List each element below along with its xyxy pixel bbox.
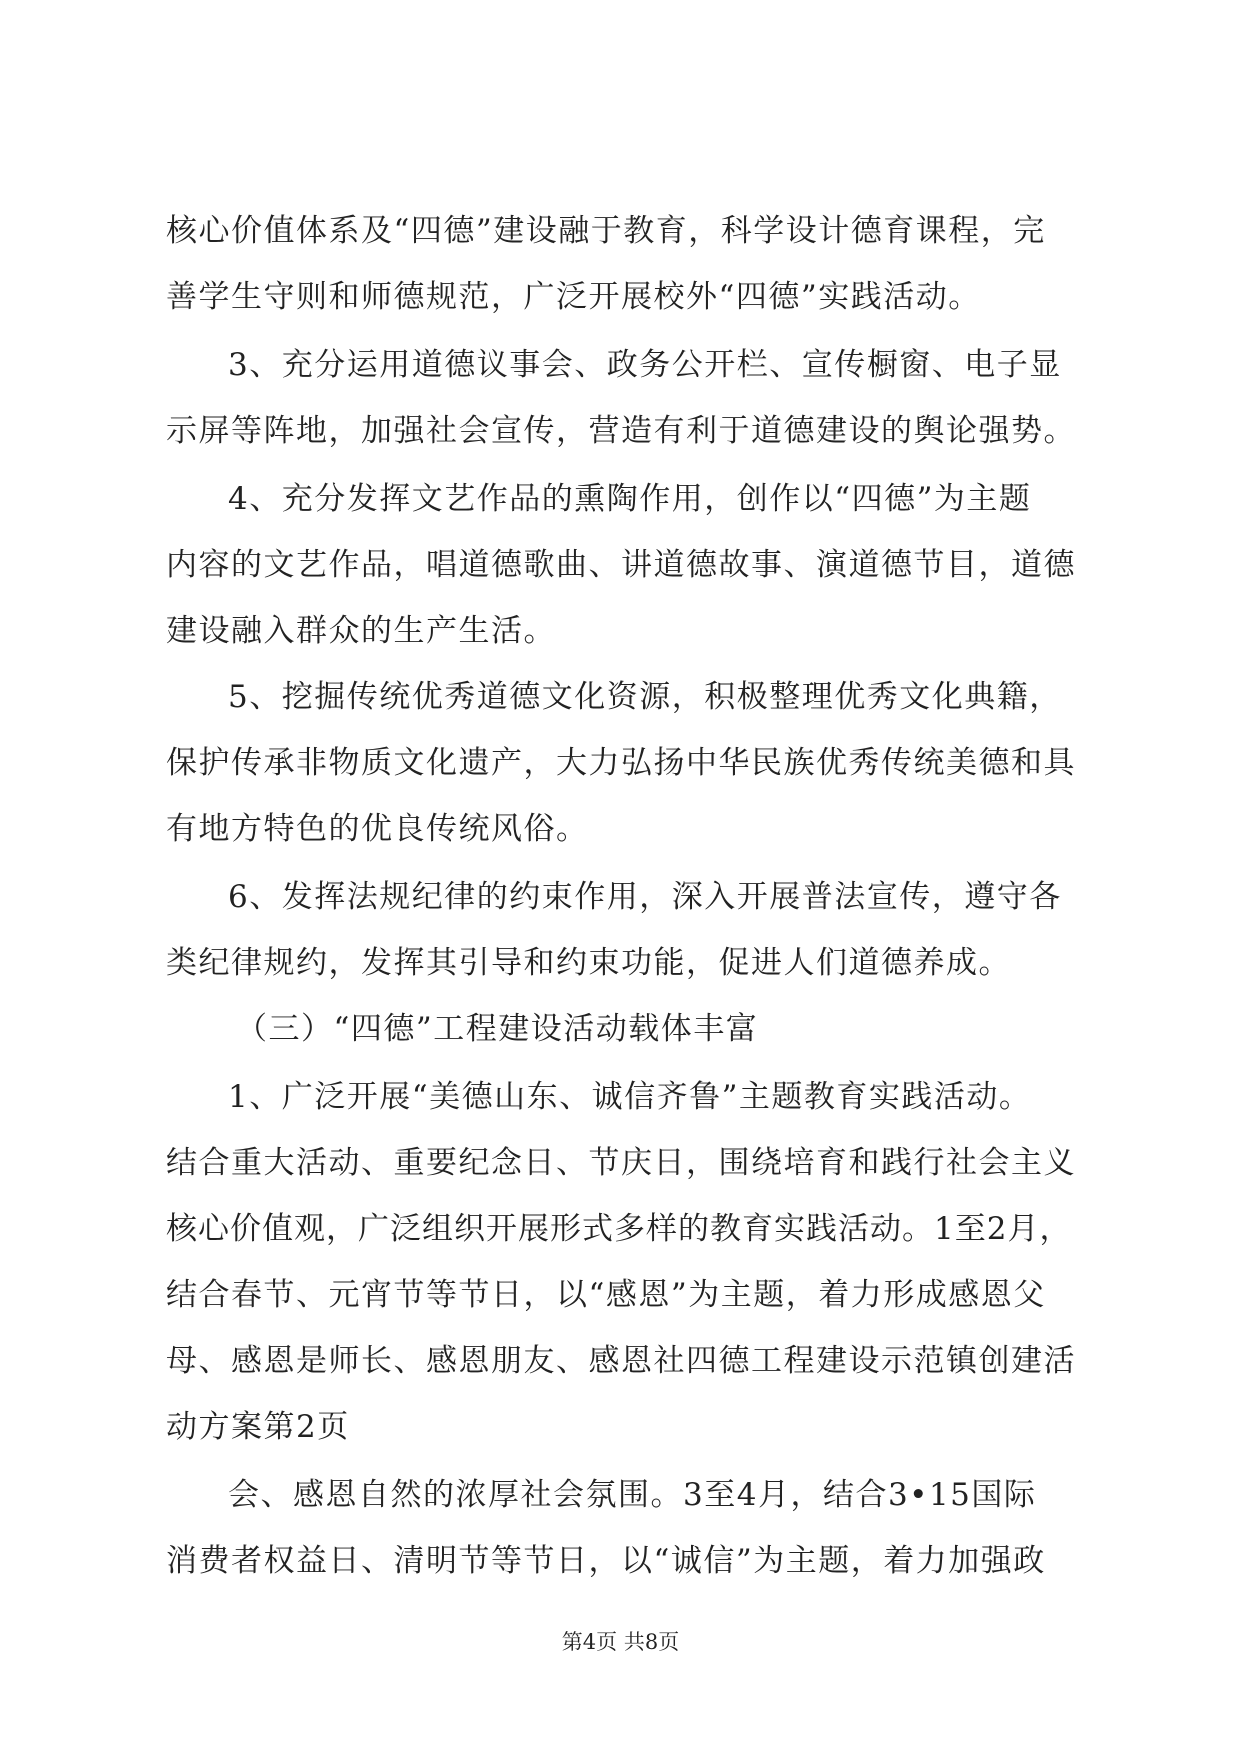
section-heading: （三）“四德”工程建设活动载体丰富 (236, 1011, 759, 1047)
text-line: 结合重大活动、重要纪念日、节庆日，围绕培育和践行社会主义 (166, 1145, 1076, 1181)
text-line: 母、感恩是师长、感恩朋友、感恩社四德工程建设示范镇创建活 (166, 1343, 1076, 1379)
text-line: 3、充分运用道德议事会、政务公开栏、宣传橱窗、电子显 (228, 347, 1062, 383)
text-line: 类纪律规约，发挥其引导和约束功能，促进人们道德养成。 (166, 945, 1011, 981)
text-line: 有地方特色的优良传统风俗。 (166, 811, 589, 847)
text-line: 6、发挥法规纪律的约束作用，深入开展普法宣传，遵守各 (228, 879, 1062, 915)
text-line: 建设融入群众的生产生活。 (166, 613, 556, 649)
text-line: 会、感恩自然的浓厚社会氛围。3至4月，结合3•15国际 (228, 1477, 1037, 1513)
text-line: 结合春节、元宵节等节日，以“感恩”为主题，着力形成感恩父 (166, 1277, 1046, 1313)
text-line: 核心价值体系及“四德”建设融于教育，科学设计德育课程，完 (166, 213, 1046, 249)
page-footer: 第4页 共8页 (561, 1630, 680, 1654)
text-line: 5、挖掘传统优秀道德文化资源，积极整理优秀文化典籍， (228, 679, 1062, 715)
text-line: 善学生守则和师德规范，广泛开展校外“四德”实践活动。 (166, 279, 981, 315)
text-line: 4、充分发挥文艺作品的熏陶作用，创作以“四德”为主题 (228, 481, 1032, 517)
text-line: 1、广泛开展“美德山东、诚信齐鲁”主题教育实践活动。 (228, 1079, 1032, 1115)
text-line: 保护传承非物质文化遗产，大力弘扬中华民族优秀传统美德和具 (166, 745, 1076, 781)
text-line: 示屏等阵地，加强社会宣传，营造有利于道德建设的舆论强势。 (166, 413, 1076, 449)
text-line: 消费者权益日、清明节等节日，以“诚信”为主题，着力加强政 (166, 1543, 1046, 1579)
text-line: 动方案第2页 (166, 1409, 350, 1445)
text-line: 核心价值观，广泛组织开展形式多样的教育实践活动。1至2月， (166, 1211, 1072, 1247)
text-line: 内容的文艺作品，唱道德歌曲、讲道德故事、演道德节目，道德 (166, 547, 1076, 583)
